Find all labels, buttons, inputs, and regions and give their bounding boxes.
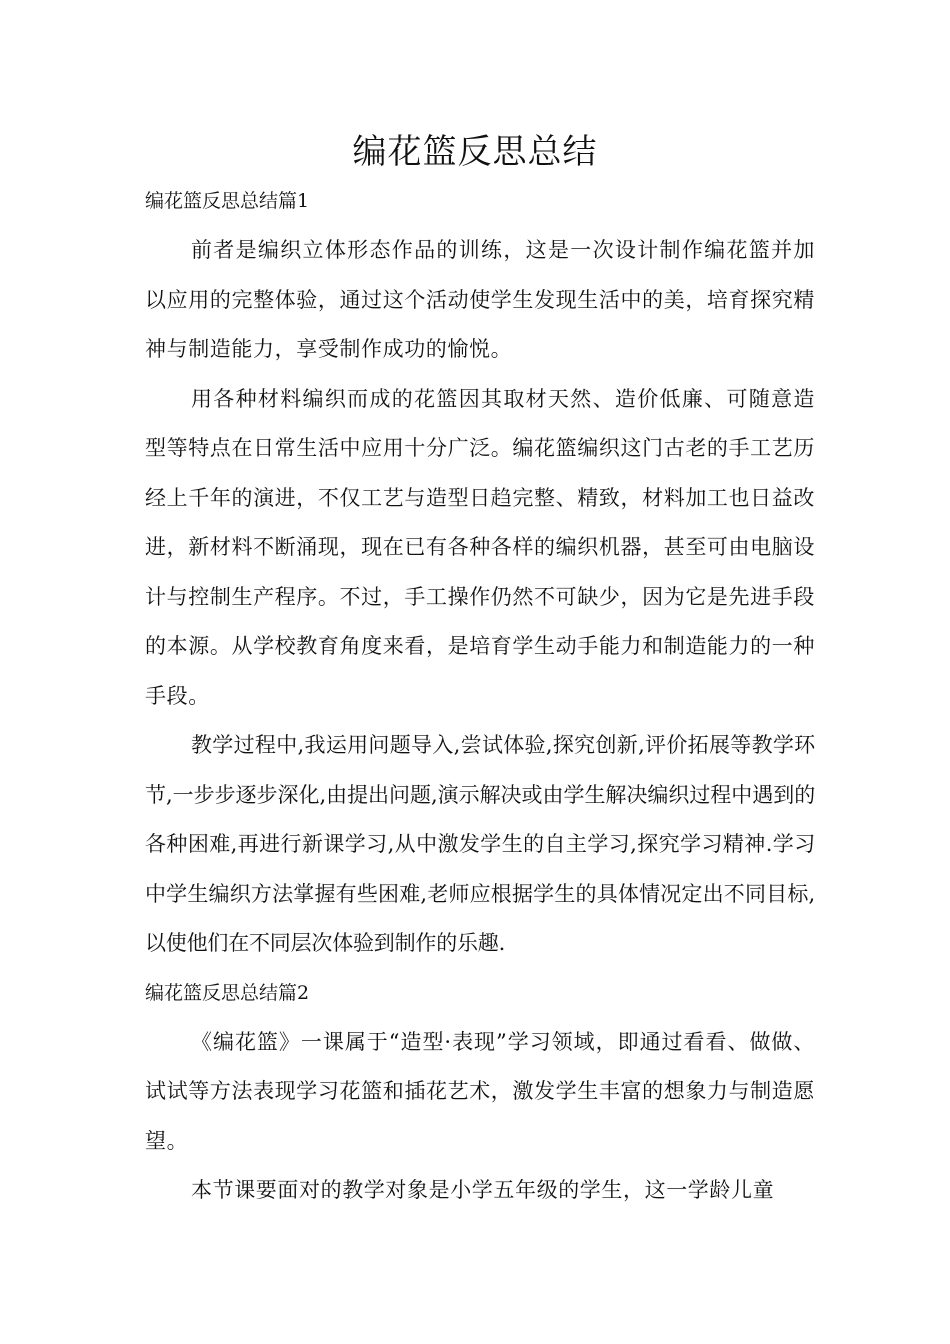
document-body — [145, 177, 815, 1216]
paragraph: 用各种材料编织而成的花篮因其取材天然、造价低廉、可随意造型等特点在日常生活中应用十分广泛。编花篮编织这门古老的手工艺历经上千年的演进，不仅工艺与造型日趋完整、精致，材料加工也日益改进，新材料不断涌现，现在已有各种各样的编织机器，甚至可由电脑设计与控制生产程序。不过，手工操作仍然不可缺少，因为它是先进手段的本源。从学校教育角度来看，是培育学生动手能力和制造能力的一种手段。 — [145, 386, 815, 708]
section-heading-1: 编花篮反思总结篇1 — [145, 190, 310, 212]
document-title: 编花篮反思总结 — [352, 132, 598, 172]
paragraph: 本节课要面对的教学对象是小学五年级的学生，这一学龄儿童 — [191, 1178, 775, 1202]
paragraph: 前者是编织立体形态作品的训练，这是一次设计制作编花篮并加以应用的完整体验，通过这个活动使学生发现生活中的美，培育探究精神与制造能力，享受制作成功的愉悦。 — [145, 238, 815, 361]
paragraph: 教学过程中,我运用问题导入,尝试体验,探究创新,评价拓展等教学环节,一步步逐步深化,由提出问题,演示解决或由学生解决编织过程中遇到的各种困难,再进行新课学习,从中激发学生的自主学习,探究学习精神.学习中学生编织方法掌握有些困难,老师应根据学生的具体情况定出不同目标,以使他们在不同层次体验到制作的乐趣. — [145, 733, 815, 955]
section-heading-2: 编花篮反思总结篇2 — [145, 981, 310, 1004]
paragraph: 《编花篮》一课属于“造型·表现”学习领域，即通过看看、做做、试试等方法表现学习花篮和插花艺术，激发学生丰富的想象力与制造愿望。 — [145, 1029, 815, 1153]
